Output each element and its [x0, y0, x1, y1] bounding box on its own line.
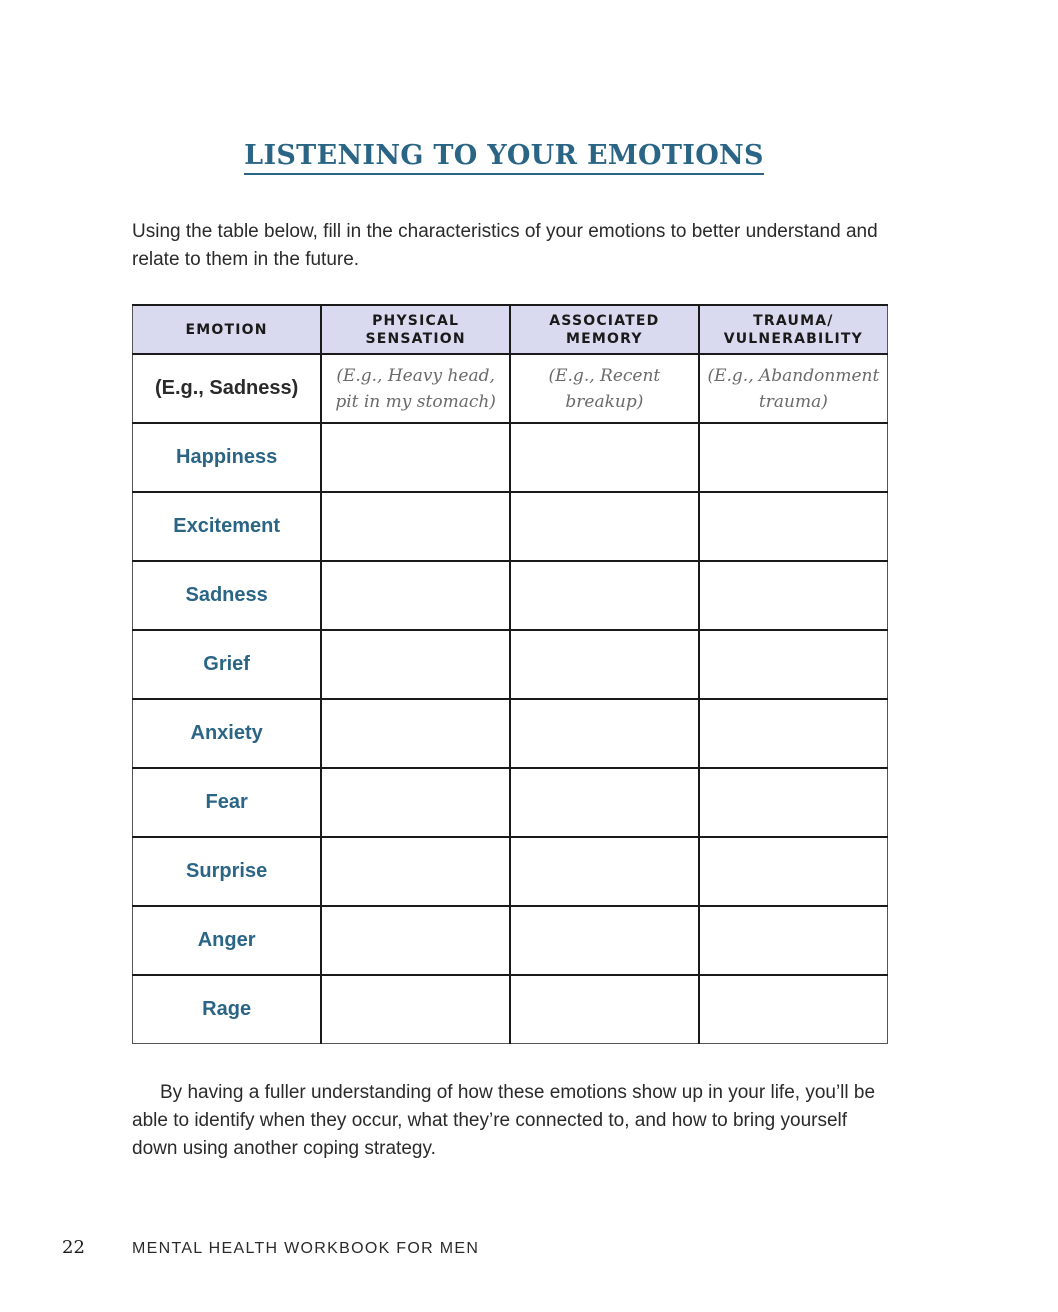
- table-row: [133, 906, 888, 975]
- example-row: [133, 354, 888, 423]
- table-row: [133, 768, 888, 837]
- emotion-label: Anger: [133, 906, 322, 975]
- trauma-cell[interactable]: [699, 906, 888, 975]
- example-physical-sensation: (E.g., Heavy head, pit in my stomach): [321, 354, 510, 423]
- page-number: 22: [62, 1237, 85, 1258]
- table-row: [133, 699, 888, 768]
- trauma-cell[interactable]: [699, 492, 888, 561]
- example-associated-memory: (E.g., Recent breakup): [510, 354, 699, 423]
- emotion-label: Surprise: [133, 837, 322, 906]
- header-emotion: EMOTION: [133, 305, 322, 354]
- page-title: LISTENING TO YOUR EMOTIONS: [244, 140, 764, 175]
- trauma-cell[interactable]: [699, 699, 888, 768]
- trauma-cell[interactable]: [699, 768, 888, 837]
- emotion-label: Excitement: [133, 492, 322, 561]
- table-row: [133, 837, 888, 906]
- associated-memory-cell[interactable]: [510, 492, 699, 561]
- associated-memory-cell[interactable]: [510, 699, 699, 768]
- emotion-label: Fear: [133, 768, 322, 837]
- header-trauma-vulnerability: TRAUMA/ VULNERABILITY: [699, 305, 888, 354]
- page-title-wrap: [0, 140, 1008, 175]
- trauma-cell[interactable]: [699, 975, 888, 1044]
- intro-paragraph: Using the table below, fill in the characteristics of your emotions to better understand and relate to them in the future.: [132, 221, 878, 270]
- table-row: [133, 492, 888, 561]
- associated-memory-cell[interactable]: [510, 768, 699, 837]
- emotion-label: Rage: [133, 975, 322, 1044]
- physical-sensation-cell[interactable]: [321, 975, 510, 1044]
- running-footer: MENTAL HEALTH WORKBOOK FOR MEN: [132, 1240, 480, 1257]
- associated-memory-cell[interactable]: [510, 630, 699, 699]
- closing-paragraph: [132, 1079, 892, 1163]
- physical-sensation-cell[interactable]: [321, 423, 510, 492]
- trauma-cell[interactable]: [699, 423, 888, 492]
- associated-memory-cell[interactable]: [510, 837, 699, 906]
- example-emotion: (E.g., Sadness): [133, 354, 322, 423]
- trauma-cell[interactable]: [699, 561, 888, 630]
- emotion-label: Anxiety: [133, 699, 322, 768]
- table-row: [133, 423, 888, 492]
- emotion-label: Happiness: [133, 423, 322, 492]
- physical-sensation-cell[interactable]: [321, 561, 510, 630]
- physical-sensation-cell[interactable]: [321, 837, 510, 906]
- closing-paragraph-text: By having a fuller understanding of how these emotions show up in your life, you’ll be able to identify when they occur, what they’re connected to, and how to bring yourself down using another coping strategy.: [132, 1082, 876, 1159]
- header-associated-memory: ASSOCIATED MEMORY: [510, 305, 699, 354]
- physical-sensation-cell[interactable]: [321, 699, 510, 768]
- table-row: [133, 630, 888, 699]
- associated-memory-cell[interactable]: [510, 561, 699, 630]
- header-row: [133, 305, 888, 354]
- emotion-label: Grief: [133, 630, 322, 699]
- emotion-label: Sadness: [133, 561, 322, 630]
- physical-sensation-cell[interactable]: [321, 768, 510, 837]
- table-row: [133, 975, 888, 1044]
- trauma-cell[interactable]: [699, 630, 888, 699]
- physical-sensation-cell[interactable]: [321, 492, 510, 561]
- table-row: [133, 561, 888, 630]
- header-physical-sensation: PHYSICAL SENSATION: [321, 305, 510, 354]
- physical-sensation-cell[interactable]: [321, 630, 510, 699]
- associated-memory-cell[interactable]: [510, 975, 699, 1044]
- associated-memory-cell[interactable]: [510, 423, 699, 492]
- example-trauma: (E.g., Abandonment trauma): [699, 354, 888, 423]
- emotions-table: [132, 304, 888, 1044]
- associated-memory-cell[interactable]: [510, 906, 699, 975]
- trauma-cell[interactable]: [699, 837, 888, 906]
- physical-sensation-cell[interactable]: [321, 906, 510, 975]
